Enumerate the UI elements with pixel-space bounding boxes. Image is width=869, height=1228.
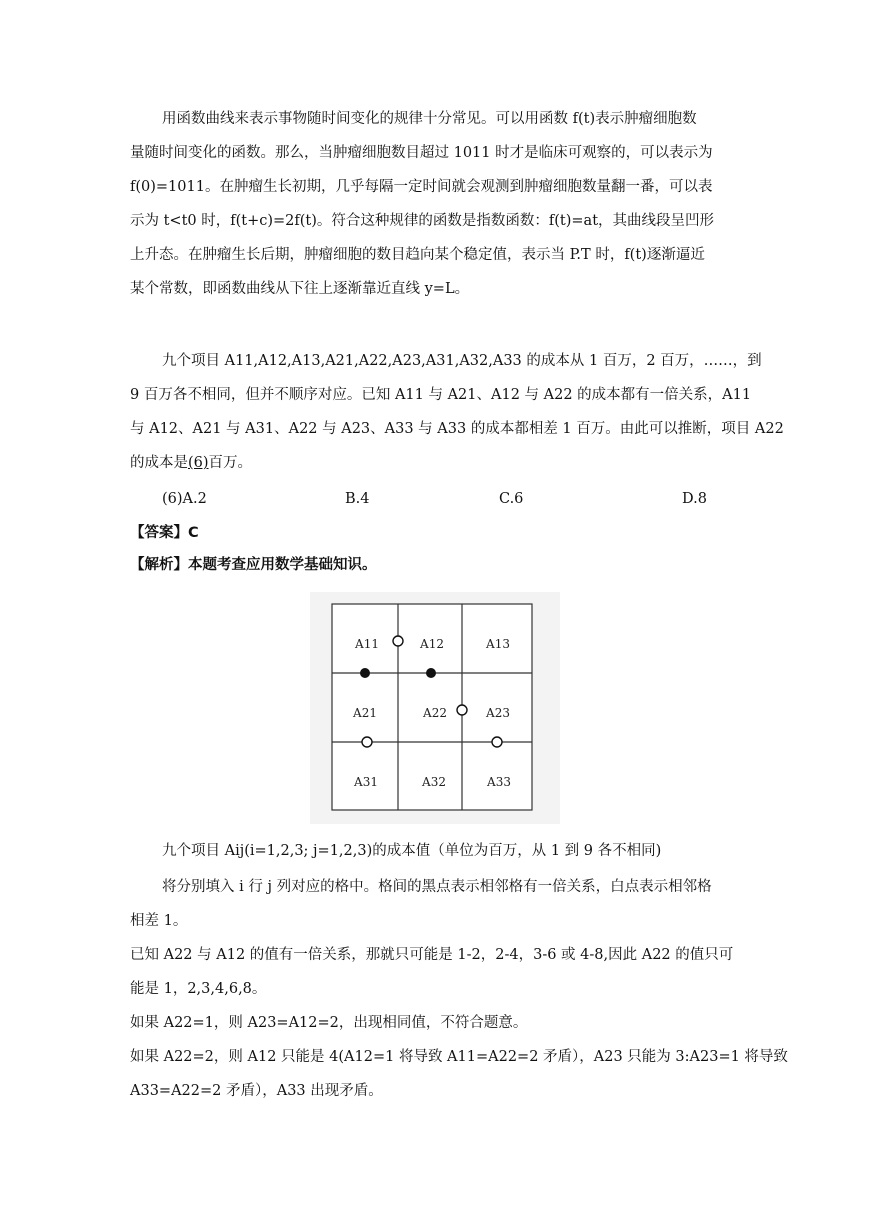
explanation-line: 已知 A22 与 A12 的值有一倍关系，那就只可能是 1-2，2-4，3-6 或 4-8,因此 A22 的值只可 [130, 947, 734, 963]
cost-grid-svg [310, 592, 560, 824]
cell-a11: A11 [355, 637, 379, 651]
intro-line: 某个常数，即函数曲线从下往上逐渐靠近直线 y=L。 [130, 281, 470, 297]
intro-line: 用函数曲线来表示事物随时间变化的规律十分常见。可以用函数 f(t)表示肿瘤细胞数 [162, 111, 697, 127]
caption-line: 九个项目 Aij(i=1,2,3; j=1,2,3)的成本值（单位为百万，从 1 到 9 各不相同) [162, 843, 662, 859]
caption-line: 将分别填入 i 行 j 列对应的格中。格间的黑点表示相邻格有一倍关系，白点表示相邻格 [162, 879, 712, 895]
question-line-last [130, 446, 740, 480]
black-dot-a11-a21 [360, 668, 370, 678]
question-line: 九个项目 A11,A12,A13,A21,A22,A23,A31,A32,A33 的成本从 1 百万，2 百万，……，到 [162, 353, 762, 369]
cell-a21: A21 [353, 706, 377, 720]
cell-a13: A13 [486, 637, 510, 651]
explanation-line: 如果 A22=1，则 A23=A12=2，出现相同值，不符合题意。 [130, 1015, 528, 1031]
intro-line: 量随时间变化的函数。那么，当肿瘤细胞数目超过 1011 时才是临床可观察的，可以表示为 [130, 145, 713, 161]
white-dot-a21-a31 [362, 737, 372, 747]
explanation-line: 能是 1，2,3,4,6,8。 [130, 981, 267, 997]
intro-line: 上升态。在肿瘤生长后期，肿瘤细胞的数目趋向某个稳定值，表示当 P.T 时，f(t)逐渐逼近 [130, 247, 705, 263]
answer-options [162, 482, 762, 516]
option-b: B.4 [345, 491, 370, 507]
black-dot-a12-a22 [426, 668, 436, 678]
cell-a22: A22 [423, 706, 447, 720]
white-dot-a22-a23 [457, 705, 467, 715]
intro-line: 示为 t<t0 时，f(t+c)=2f(t)。符合这种规律的函数是指数函数：f(t)=at，其曲线段呈凹形 [130, 213, 715, 229]
analysis-line: 【解析】本题考查应用数学基础知识。 [130, 557, 377, 573]
question-suffix: 百万。 [208, 455, 253, 471]
cell-a33: A33 [487, 775, 511, 789]
question-paragraph [130, 344, 784, 480]
option-c: C.6 [499, 491, 524, 507]
caption-line: 相差 1。 [130, 913, 188, 929]
explanation-line: 如果 A22=2，则 A12 只能是 4(A12=1 将导致 A11=A22=2 矛盾），A23 只能为 3:A23=1 将导致 [130, 1049, 788, 1065]
cost-grid-figure [310, 592, 560, 824]
cell-a12: A12 [420, 637, 444, 651]
cell-a31: A31 [354, 775, 378, 789]
white-dot-a11-a12 [393, 636, 403, 646]
cell-a23: A23 [486, 706, 510, 720]
question-line: 9 百万各不相同，但并不顺序对应。已知 A11 与 A21、A12 与 A22 的成本都有一倍关系，A11 [130, 387, 752, 403]
intro-paragraph [130, 102, 740, 306]
question-line: 与 A12、A21 与 A31、A22 与 A23、A33 与 A33 的成本都相差 1 百万。由此可以推断，项目 A22 [130, 421, 784, 437]
question-prefix: 的成本是 [130, 455, 188, 471]
option-d: D.8 [682, 491, 707, 507]
cell-a32: A32 [422, 775, 446, 789]
option-a: (6)A.2 [162, 491, 207, 507]
answer-blank: (6) [188, 455, 209, 471]
answer-line: 【答案】C [130, 525, 199, 541]
intro-line: f(0)=1011。在肿瘤生长初期，几乎每隔一定时间就会观测到肿瘤细胞数量翻一番，可以表 [130, 179, 713, 195]
white-dot-a23-a33 [492, 737, 502, 747]
explanation-line: A33=A22=2 矛盾），A33 出现矛盾。 [130, 1083, 383, 1099]
